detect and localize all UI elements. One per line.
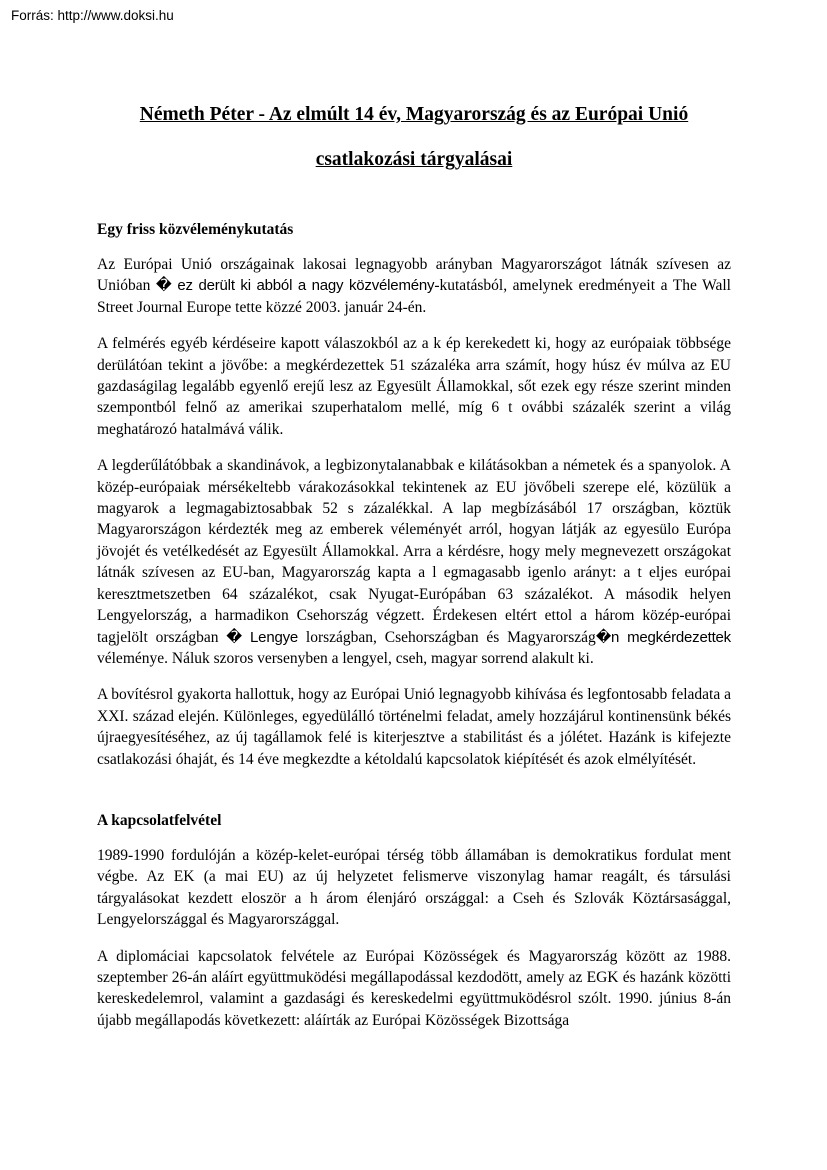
text-segment: A legderűlátóbbak a skandinávok, a legbizonytalanabbak e kilátásokban a németek és a spanyolok. A közép-európaiak mérsékeltebb várakozásokkal tekintenek az EU jövőbeli szerepe elé, közülük a magyarok a legmagabiztosabbak 52 s zázalékkal. A lap megbízásából 17 országban, köztük Magyarországon kérdezték meg az emberek véleményét arról, hogyan látják az egyesülo Európa jövojét és vetélkedését az Egyesült Államokkal. Arra a kérdésre, hogy mely megnevezett országokat látnák szívesen az EU-ban, Magyarország kapta a l egmagasabb igenlo arányt: a t eljes európai keresztmetszetben 64 százalékot, csak Nyugat-Európában 63 százalékot. A második helyen Lengyelország, a harmadikon Csehország végzett. Érdekesen eltért ettol a három közép-európai tagjelölt országban � <box>97 457 731 646</box>
text-segment: A felmérés egyéb kérdéseire kapott válaszokból az a k ép kerekedett ki, hogy az európaiak többsége derülátóan tekint a jövőbe: a megkérdezettek 51 százaléka arra számít, hogy húsz év múlva az EU gazdaságilag legalább egyenlő erejű lesz az Egyesült Államokkal, sőt ezek egy része szerint minden szempontból felnő az amerikai szuperhatalom mellé, míg 6 t ovábbi százalék szerint a világ meghatározó hatalmává válik. <box>97 335 731 438</box>
text-segment-sans: Lengye <box>250 628 299 646</box>
text-segment: véleménye. Náluk szoros versenyben a lengyel, cseh, magyar sorrend alakult ki. <box>97 649 594 667</box>
text-segment: A bovítésrol gyakorta hallottuk, hogy az Európai Unió legnagyobb kihívása és legfontosabb feladata a XXI. század elején. Különleges, egyedülálló történelmi feladat, amely hozzájárul kontinensünk békés újraegyesítéséhez, az új tagállamok felé is kiterjesztve a stabilitást és a jólétet. Hazánk is kifejezte csatlakozási óhaját, és 14 éve megkezdte a kétoldalú kapcsolatok kiépítését és azok elmélyítését. <box>97 686 731 768</box>
title-line-1: Németh Péter - Az elmúlt 14 év, Magyarország és az Európai Unió <box>139 104 689 125</box>
text-segment: -kutatásból, amelynek eredményeit a The Wall Street Journal Europe tette közzé 2003. január 24-én. <box>97 277 731 316</box>
text-segment-sans: �n megkérdezettek <box>595 628 731 646</box>
text-segment: 1989-1990 fordulóján a közép-kelet-európai térség több államában is demokratikus fordulat ment végbe. Az EK (a mai EU) az új helyzetet felismerve viszonylag hamar reagált, és társulási tárgyalásokat kezdett eloször a h árom élenjáró országgal: a Cseh és Szlovák Köztársasággal, Lengyelországgal és Magyarországgal. <box>97 846 731 929</box>
document-title <box>97 92 731 182</box>
source-url: Forrás: http://www.doksi.hu <box>11 8 174 23</box>
text-segment-sans: ez derült ki abból a nagy közvélemény <box>177 277 435 295</box>
section-heading-relations: A kapcsolatfelvétel <box>97 811 222 829</box>
title-line-2: csatlakozási tárgyalásai <box>315 149 513 170</box>
section-heading-survey: Egy friss közvéleménykutatás <box>97 221 294 238</box>
paragraph-1989-1990 <box>97 845 731 931</box>
text-segment: A diplomáciai kapcsolatok felvétele az Európai Közösségek és Magyarország között az 1988. szeptember 26-án aláírt együttmuködési megállapodással kezdodött, amely az EGK és hazánk közötti kereskedelemrol, valamint a gazdasági és kereskedelmi együttmuködésrol szólt. 1990. június 8-án újabb megállapodás következett: aláírták az Európai Közösségek Bizottsága <box>97 947 731 1029</box>
document-content <box>0 92 827 1031</box>
paragraph-diplomatic-relations <box>97 946 731 1032</box>
text-segment: Az Európai Unió országainak lakosai legnagyobb arányban Magyarországot látnák szívesen az Unióban � <box>97 256 731 295</box>
paragraph-enlargement <box>97 684 731 770</box>
paragraph-survey-results <box>97 333 731 440</box>
paragraph-country-comparison <box>97 455 731 669</box>
paragraph-survey-intro <box>97 254 731 318</box>
text-segment: lországban, Csehországban és Magyarország <box>298 628 596 646</box>
